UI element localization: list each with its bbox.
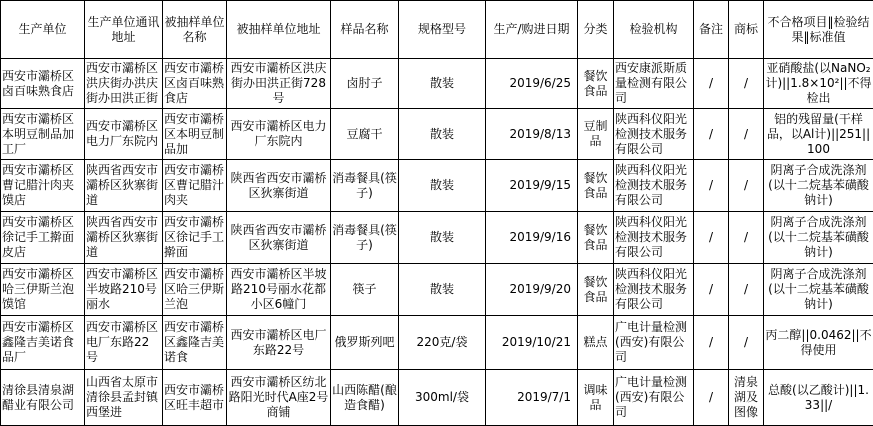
cell-seller-address-text: 陕西省西安市灞桥区狄寨街道 [228, 171, 329, 201]
header-remark: 备注 [694, 1, 729, 59]
cell-seller [163, 59, 227, 109]
cell-seller-address [227, 160, 331, 212]
cell-remark [694, 59, 729, 109]
cell-maker [1, 264, 85, 316]
header-seller-address: 被抽样单位地址 [227, 1, 331, 59]
cell-maker-address [85, 370, 163, 426]
cell-remark [694, 109, 729, 160]
cell-maker-text: 西安市灞桥区鑫隆吉美诺食品厂 [2, 320, 83, 365]
cell-sample-name [331, 59, 399, 109]
cell-sample-name [331, 264, 399, 316]
cell-agency-text: 陕西科仪阳光检测技术服务有限公司 [615, 112, 692, 157]
cell-result-text: 亚硝酸盐(以NaNO₂计)||1.8×10²||不得检出 [765, 61, 872, 106]
cell-category [578, 264, 614, 316]
cell-maker [1, 370, 85, 426]
cell-sample-name-text: 消毒餐具(筷子) [332, 171, 397, 201]
cell-spec [399, 212, 486, 264]
cell-maker [1, 212, 85, 264]
cell-spec [399, 264, 486, 316]
cell-maker-text: 西安市灞桥区本明豆制品加工厂 [2, 112, 83, 157]
cell-date [486, 109, 578, 160]
cell-brand [729, 212, 764, 264]
cell-remark-text: / [695, 390, 727, 405]
cell-agency-text: 广电计量检测(西安)有限公司 [615, 375, 692, 420]
cell-result [764, 160, 873, 212]
cell-spec-text: 220克/袋 [400, 335, 484, 350]
cell-spec [399, 316, 486, 370]
header-brand: 商标 [729, 1, 764, 59]
cell-maker-text: 清徐县清泉湖醋业有限公司 [2, 383, 83, 413]
cell-sample-name [331, 160, 399, 212]
cell-agency [614, 160, 694, 212]
cell-seller-address [227, 59, 331, 109]
cell-agency [614, 212, 694, 264]
cell-agency [614, 370, 694, 426]
cell-date-text: 2019/9/16 [487, 230, 571, 245]
cell-seller [163, 109, 227, 160]
cell-maker-text: 西安市灞桥区徐记手工擀面皮店 [2, 215, 83, 260]
cell-date [486, 59, 578, 109]
cell-spec [399, 59, 486, 109]
cell-category [578, 212, 614, 264]
cell-maker-address [85, 212, 163, 264]
cell-maker-address-text: 山西省太原市清徐县孟封镇西堡进 [86, 375, 161, 420]
cell-result [764, 370, 873, 426]
cell-result [764, 316, 873, 370]
cell-seller [163, 370, 227, 426]
cell-category-text: 餐饮食品 [579, 171, 612, 201]
cell-remark [694, 370, 729, 426]
cell-result-text: 总酸(以乙酸计)||1.33||/ [765, 383, 872, 413]
cell-seller-address-text: 西安市灞桥区洪庆街办田洪正街728号 [228, 61, 329, 106]
cell-sample-name [331, 316, 399, 370]
table-header-row [1, 1, 873, 59]
cell-sample-name [331, 370, 399, 426]
cell-brand [729, 264, 764, 316]
cell-sample-name-text: 山西陈醋(酿造食醋) [332, 383, 397, 413]
cell-brand-text: / [730, 178, 762, 193]
cell-category-text: 豆制品 [579, 119, 612, 149]
table-row [1, 370, 873, 426]
cell-sample-name-text: 筷子 [332, 282, 397, 297]
cell-sample-name-text: 俄罗斯列吧 [332, 335, 397, 350]
cell-maker-address-text: 陕西省西安市灞桥区狄寨街道 [86, 163, 161, 208]
cell-seller-address [227, 212, 331, 264]
cell-maker [1, 109, 85, 160]
table-row [1, 160, 873, 212]
cell-result-text: 阴离子合成洗涤剂(以十二烷基苯磺酸钠计) [765, 215, 872, 260]
cell-agency [614, 316, 694, 370]
cell-seller-address-text: 西安市灞桥区电厂东路22号 [228, 328, 329, 358]
cell-category-text: 糕点 [579, 335, 612, 350]
cell-date [486, 370, 578, 426]
cell-seller-address [227, 109, 331, 160]
cell-seller-address-text: 西安市灞桥区电力厂东院内 [228, 119, 329, 149]
table-row [1, 316, 873, 370]
cell-category-text: 餐饮食品 [579, 275, 612, 305]
cell-agency [614, 264, 694, 316]
header-sample-name: 样品名称 [331, 1, 399, 59]
cell-spec-text: 散装 [400, 127, 484, 142]
cell-remark [694, 160, 729, 212]
cell-agency-text: 陕西科仪阳光检测技术服务有限公司 [615, 163, 692, 208]
cell-remark [694, 264, 729, 316]
cell-spec-text: 散装 [400, 178, 484, 193]
header-result: 不合格项目‖检验结果‖标准值 [764, 1, 873, 59]
cell-seller-address-text: 陕西省西安市灞桥区狄寨街道 [228, 223, 329, 253]
cell-brand-text: / [730, 282, 762, 297]
cell-seller-text: 西安市灞桥区本明豆制品加 [164, 112, 225, 157]
cell-spec [399, 109, 486, 160]
cell-agency-text: 西安康派斯质量检测有限公司 [615, 61, 692, 106]
cell-brand-text: 清泉湖及图像 [730, 375, 762, 420]
cell-sample-name [331, 109, 399, 160]
cell-seller-address-text: 西安市灞桥区纺北路阳光时代A座2号商铺 [228, 375, 329, 420]
cell-maker [1, 160, 85, 212]
cell-maker-address [85, 160, 163, 212]
cell-sample-name-text: 消毒餐具(筷子) [332, 223, 397, 253]
cell-maker [1, 316, 85, 370]
cell-maker-text: 西安市灞桥区卤百味熟食店 [2, 69, 83, 99]
cell-date-text: 2019/6/25 [487, 76, 571, 91]
cell-brand-text: / [730, 76, 762, 91]
cell-date-text: 2019/10/21 [487, 335, 571, 350]
cell-result-text: 阴离子合成洗涤剂(以十二烷基苯磺酸钠计) [765, 267, 872, 312]
table-row [1, 212, 873, 264]
cell-maker-address [85, 316, 163, 370]
cell-result-text: 铝的残留量(干样品，以Al计)||251||100 [765, 112, 872, 157]
cell-result [764, 109, 873, 160]
header-spec: 规格型号 [399, 1, 486, 59]
cell-brand-text: / [730, 230, 762, 245]
cell-maker-address-text: 陕西省西安市灞桥区狄寨街道 [86, 215, 161, 260]
cell-agency [614, 59, 694, 109]
cell-maker-address [85, 59, 163, 109]
cell-maker-address-text: 西安市灞桥区半坡路210号丽水 [86, 267, 161, 312]
cell-seller-address [227, 264, 331, 316]
cell-seller-text: 西安市灞桥区卤百味熟食店 [164, 61, 225, 106]
cell-date-text: 2019/7/1 [487, 390, 571, 405]
cell-category [578, 316, 614, 370]
cell-maker-address-text: 西安市灞桥区电力厂东院内 [86, 119, 161, 149]
header-maker: 生产单位 [1, 1, 85, 59]
cell-seller-text: 西安市灞桥区旺丰超市 [164, 383, 225, 413]
header-date: 生产/购进日期 [486, 1, 578, 59]
cell-seller-address [227, 316, 331, 370]
cell-spec-text: 散装 [400, 282, 484, 297]
cell-result-text: 阴离子合成洗涤剂(以十二烷基苯磺酸钠计) [765, 163, 872, 208]
cell-result [764, 264, 873, 316]
cell-brand-text: / [730, 335, 762, 350]
cell-category [578, 109, 614, 160]
cell-brand [729, 160, 764, 212]
table-row [1, 109, 873, 160]
cell-seller [163, 316, 227, 370]
cell-brand-text: / [730, 127, 762, 142]
cell-date [486, 160, 578, 212]
header-maker-address: 生产单位通讯地址 [85, 1, 163, 59]
cell-date-text: 2019/8/13 [487, 127, 571, 142]
cell-date [486, 316, 578, 370]
cell-maker-text: 西安市灞桥区哈三伊斯兰泡馍馆 [2, 267, 83, 312]
cell-category-text: 调味品 [579, 383, 612, 413]
cell-seller [163, 160, 227, 212]
cell-seller [163, 212, 227, 264]
cell-maker-text: 西安市灞桥区曹记腊汁肉夹馍店 [2, 163, 83, 208]
cell-date-text: 2019/9/20 [487, 282, 571, 297]
cell-category [578, 59, 614, 109]
table-row [1, 59, 873, 109]
cell-remark-text: / [695, 178, 727, 193]
cell-agency-text: 广电计量检测(西安)有限公司 [615, 320, 692, 365]
cell-spec [399, 160, 486, 212]
cell-seller-address-text: 西安市灞桥区半坡路210号丽水花都小区6幢门 [228, 267, 329, 312]
cell-spec-text: 散装 [400, 76, 484, 91]
cell-seller-text: 西安市灞桥区徐记手工擀面 [164, 215, 225, 260]
cell-brand [729, 370, 764, 426]
cell-seller-text: 西安市灞桥区曹记腊汁肉夹 [164, 163, 225, 208]
cell-seller-address [227, 370, 331, 426]
header-seller: 被抽样单位名称 [163, 1, 227, 59]
cell-brand [729, 59, 764, 109]
cell-remark-text: / [695, 127, 727, 142]
cell-remark-text: / [695, 335, 727, 350]
cell-brand [729, 316, 764, 370]
cell-result [764, 212, 873, 264]
cell-remark [694, 316, 729, 370]
cell-spec-text: 散装 [400, 230, 484, 245]
cell-maker-address [85, 264, 163, 316]
header-category: 分类 [578, 1, 614, 59]
cell-date [486, 212, 578, 264]
cell-seller-text: 西安市灞桥区哈三伊斯兰泡 [164, 267, 225, 312]
cell-maker-address-text: 西安市灞桥区电厂东路22号 [86, 320, 161, 365]
cell-remark-text: / [695, 230, 727, 245]
table-row [1, 264, 873, 316]
cell-result-text: 丙二醇||0.0462||不得使用 [765, 328, 872, 358]
cell-remark-text: / [695, 282, 727, 297]
cell-remark-text: / [695, 76, 727, 91]
cell-category-text: 餐饮食品 [579, 223, 612, 253]
cell-spec-text: 300ml/袋 [400, 390, 484, 405]
cell-spec [399, 370, 486, 426]
cell-brand [729, 109, 764, 160]
cell-remark [694, 212, 729, 264]
cell-sample-name-text: 卤肘子 [332, 76, 397, 91]
header-agency: 检验机构 [614, 1, 694, 59]
cell-sample-name [331, 212, 399, 264]
cell-category-text: 餐饮食品 [579, 69, 612, 99]
cell-sample-name-text: 豆腐干 [332, 127, 397, 142]
cell-category [578, 160, 614, 212]
cell-seller [163, 264, 227, 316]
cell-result [764, 59, 873, 109]
cell-date-text: 2019/9/15 [487, 178, 571, 193]
cell-date [486, 264, 578, 316]
cell-agency-text: 陕西科仪阳光检测技术服务有限公司 [615, 215, 692, 260]
cell-category [578, 370, 614, 426]
table-body [1, 59, 873, 426]
cell-agency-text: 陕西科仪阳光检测技术服务有限公司 [615, 267, 692, 312]
cell-maker-address-text: 西安市灞桥区洪庆街办洪庆街办田洪正街 [86, 61, 161, 106]
cell-seller-text: 西安市灞桥区鑫隆吉美诺食 [164, 320, 225, 365]
cell-maker [1, 59, 85, 109]
cell-maker-address [85, 109, 163, 160]
cell-agency [614, 109, 694, 160]
